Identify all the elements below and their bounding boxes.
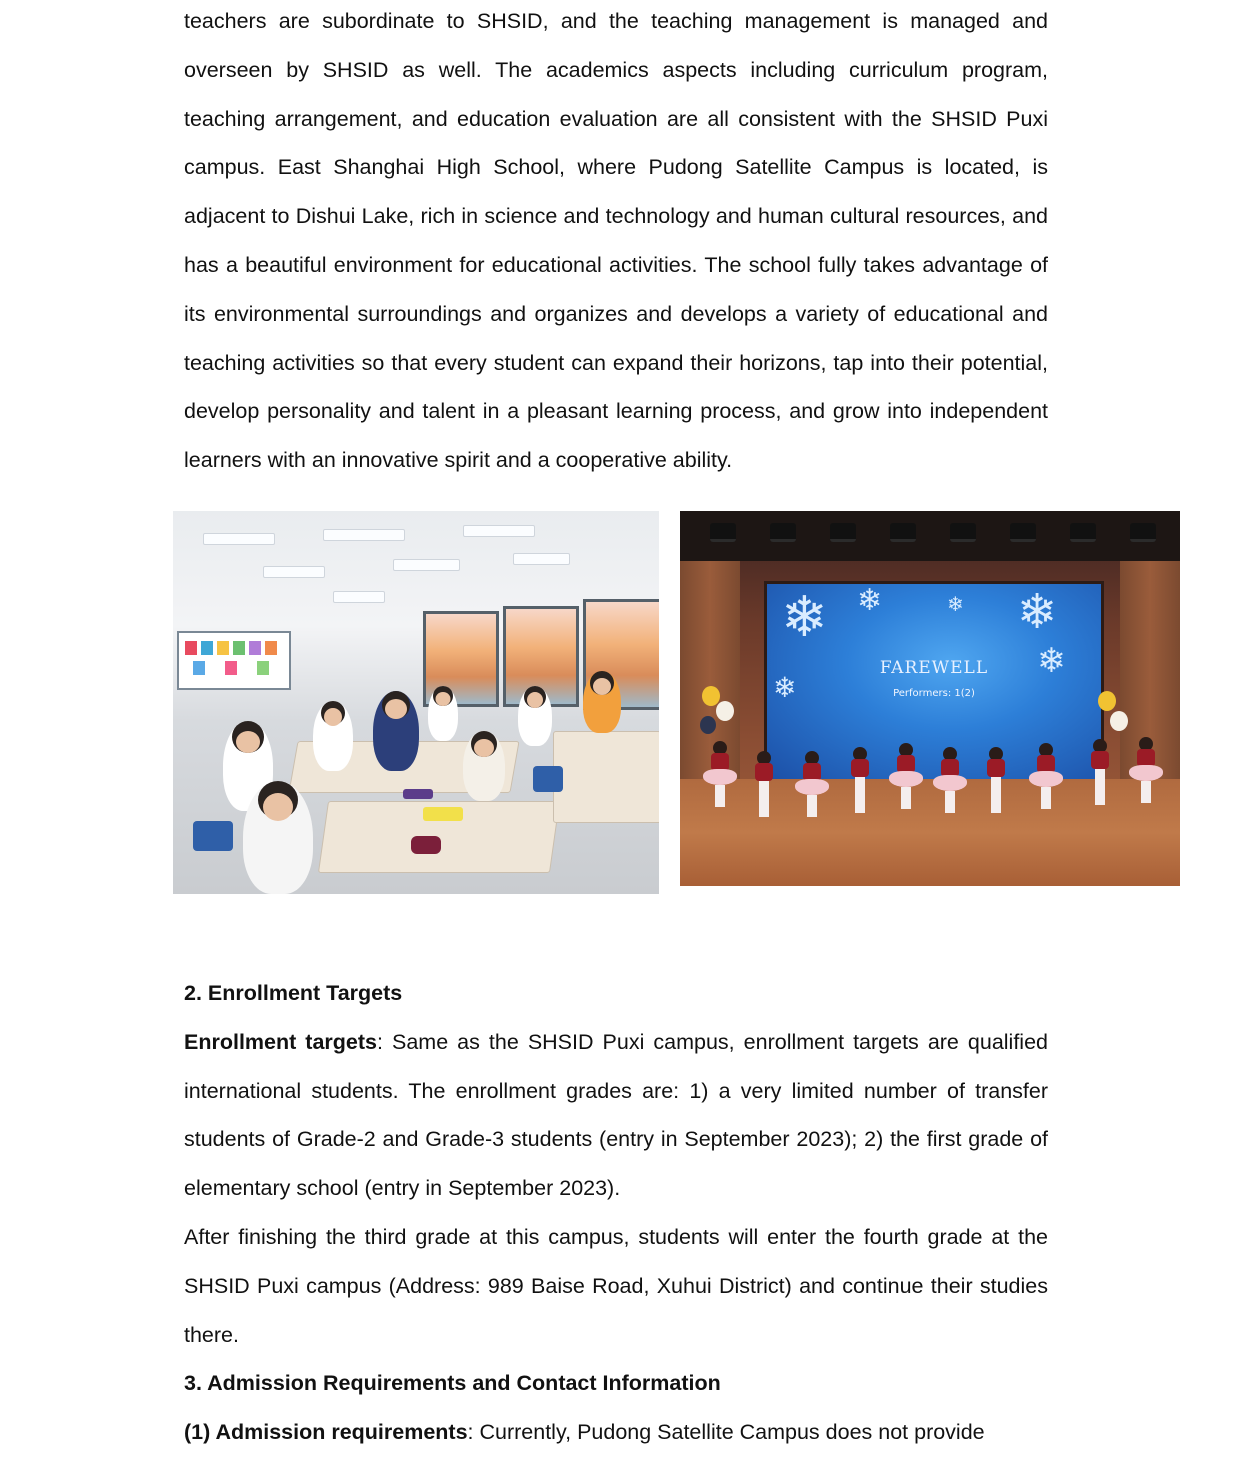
stage-spotlight <box>1130 523 1156 542</box>
snowflake-icon: ❄ <box>857 583 883 618</box>
dancer <box>744 751 784 821</box>
section-2-heading: 2. Enrollment Targets <box>184 981 403 1005</box>
student <box>463 731 505 801</box>
ceiling-light <box>393 559 460 571</box>
lighting-rig <box>680 511 1180 561</box>
intro-text-block <box>184 0 1048 485</box>
intro-paragraph: teachers are subordinate to SHSID, and the teaching management is managed and overseen by SHSID as well. The academics aspects including curriculum program, teaching arrangement, and education evaluation are all consistent with the SHSID Puxi campus. East Shanghai High School, where Pudong Satellite Campus is located, is adjacent to Dishui Lake, rich in science and technology and human cultural resources, and has a beautiful environment for educational activities. The school fully takes advantage of its environmental surroundings and organizes and develops a variety of educational and teaching activities so that every student can expand their horizons, tap into their potential, develop personality and talent in a pleasant learning process, and grow into independent learners with an innovative spirit and a cooperative ability. <box>184 9 1048 473</box>
ceiling-light <box>203 533 275 545</box>
enrollment-paragraph <box>184 1018 1048 1213</box>
classroom-chair <box>193 821 233 851</box>
dancer <box>1080 739 1120 809</box>
enrollment-section <box>184 969 1048 1457</box>
stage-performance-photo <box>680 511 1180 886</box>
dancer <box>700 741 740 811</box>
screen-subtitle: Performers: 1(2) <box>893 688 975 699</box>
snowflake-icon: ❄ <box>947 592 964 616</box>
stage-spotlight <box>1070 523 1096 542</box>
enrollment-lead-label: Enrollment targets <box>184 1029 377 1054</box>
snowflake-icon: ❄ <box>773 671 797 704</box>
balloon <box>716 701 734 721</box>
student <box>313 701 353 771</box>
dancer <box>1126 737 1166 807</box>
admission-lead-label: (1) Admission requirements <box>184 1420 468 1445</box>
stage-spotlight <box>1010 523 1036 542</box>
classroom-desk <box>553 731 659 823</box>
pencil-case <box>403 789 433 799</box>
stage-spotlight <box>890 523 916 542</box>
dancer <box>886 743 926 813</box>
stage-spotlight <box>710 523 736 542</box>
student <box>243 781 313 894</box>
transfer-paragraph: After finishing the third grade at this campus, students will enter the fourth grade at the SHSID Puxi campus (Address: 989 Baise Road, Xuhui District) and continue their studies there. <box>184 1224 1048 1347</box>
ceiling-light <box>463 525 535 537</box>
balloon <box>700 716 716 734</box>
snowflake-icon: ❄ <box>1037 641 1066 681</box>
ceiling-light <box>513 553 570 565</box>
stage-spotlight <box>770 523 796 542</box>
pencil-case <box>411 836 441 854</box>
stage-spotlight <box>830 523 856 542</box>
ceiling-light <box>323 529 405 541</box>
enrollment-lead-text: : Same as the SHSID Puxi campus, enrollment targets are qualified international students. The enrollment grades are: 1) a very limited number of transfer students of Grade-2 and Grade-3 students (entry in September 2023); 2) the first grade of elementary school (entry in September 2023). <box>184 1029 1048 1201</box>
dancer <box>930 747 970 817</box>
ceiling-light <box>263 566 325 578</box>
dancer <box>840 747 880 817</box>
section-3-heading: 3. Admission Requirements and Contact Information <box>184 1371 721 1396</box>
notice-board <box>177 631 291 690</box>
dancer <box>976 747 1016 817</box>
screen-title: FAREWELL <box>879 658 989 678</box>
snowflake-icon: ❄ <box>1017 584 1058 640</box>
balloon <box>702 686 720 706</box>
snowflake-icon: ❄ <box>781 585 828 650</box>
dancer <box>1026 743 1066 813</box>
student <box>373 691 419 771</box>
pencil-case <box>423 807 463 821</box>
student <box>518 686 552 746</box>
balloon <box>1098 691 1116 711</box>
stage-spotlight <box>950 523 976 542</box>
balloon <box>1110 711 1128 731</box>
student <box>583 671 621 733</box>
ceiling-light <box>333 591 385 603</box>
admission-lead-text: : Currently, Pudong Satellite Campus does not provide <box>467 1420 985 1445</box>
classroom-photo <box>173 511 659 894</box>
student <box>428 686 458 741</box>
classroom-chair <box>533 766 563 792</box>
dancer <box>792 751 832 821</box>
